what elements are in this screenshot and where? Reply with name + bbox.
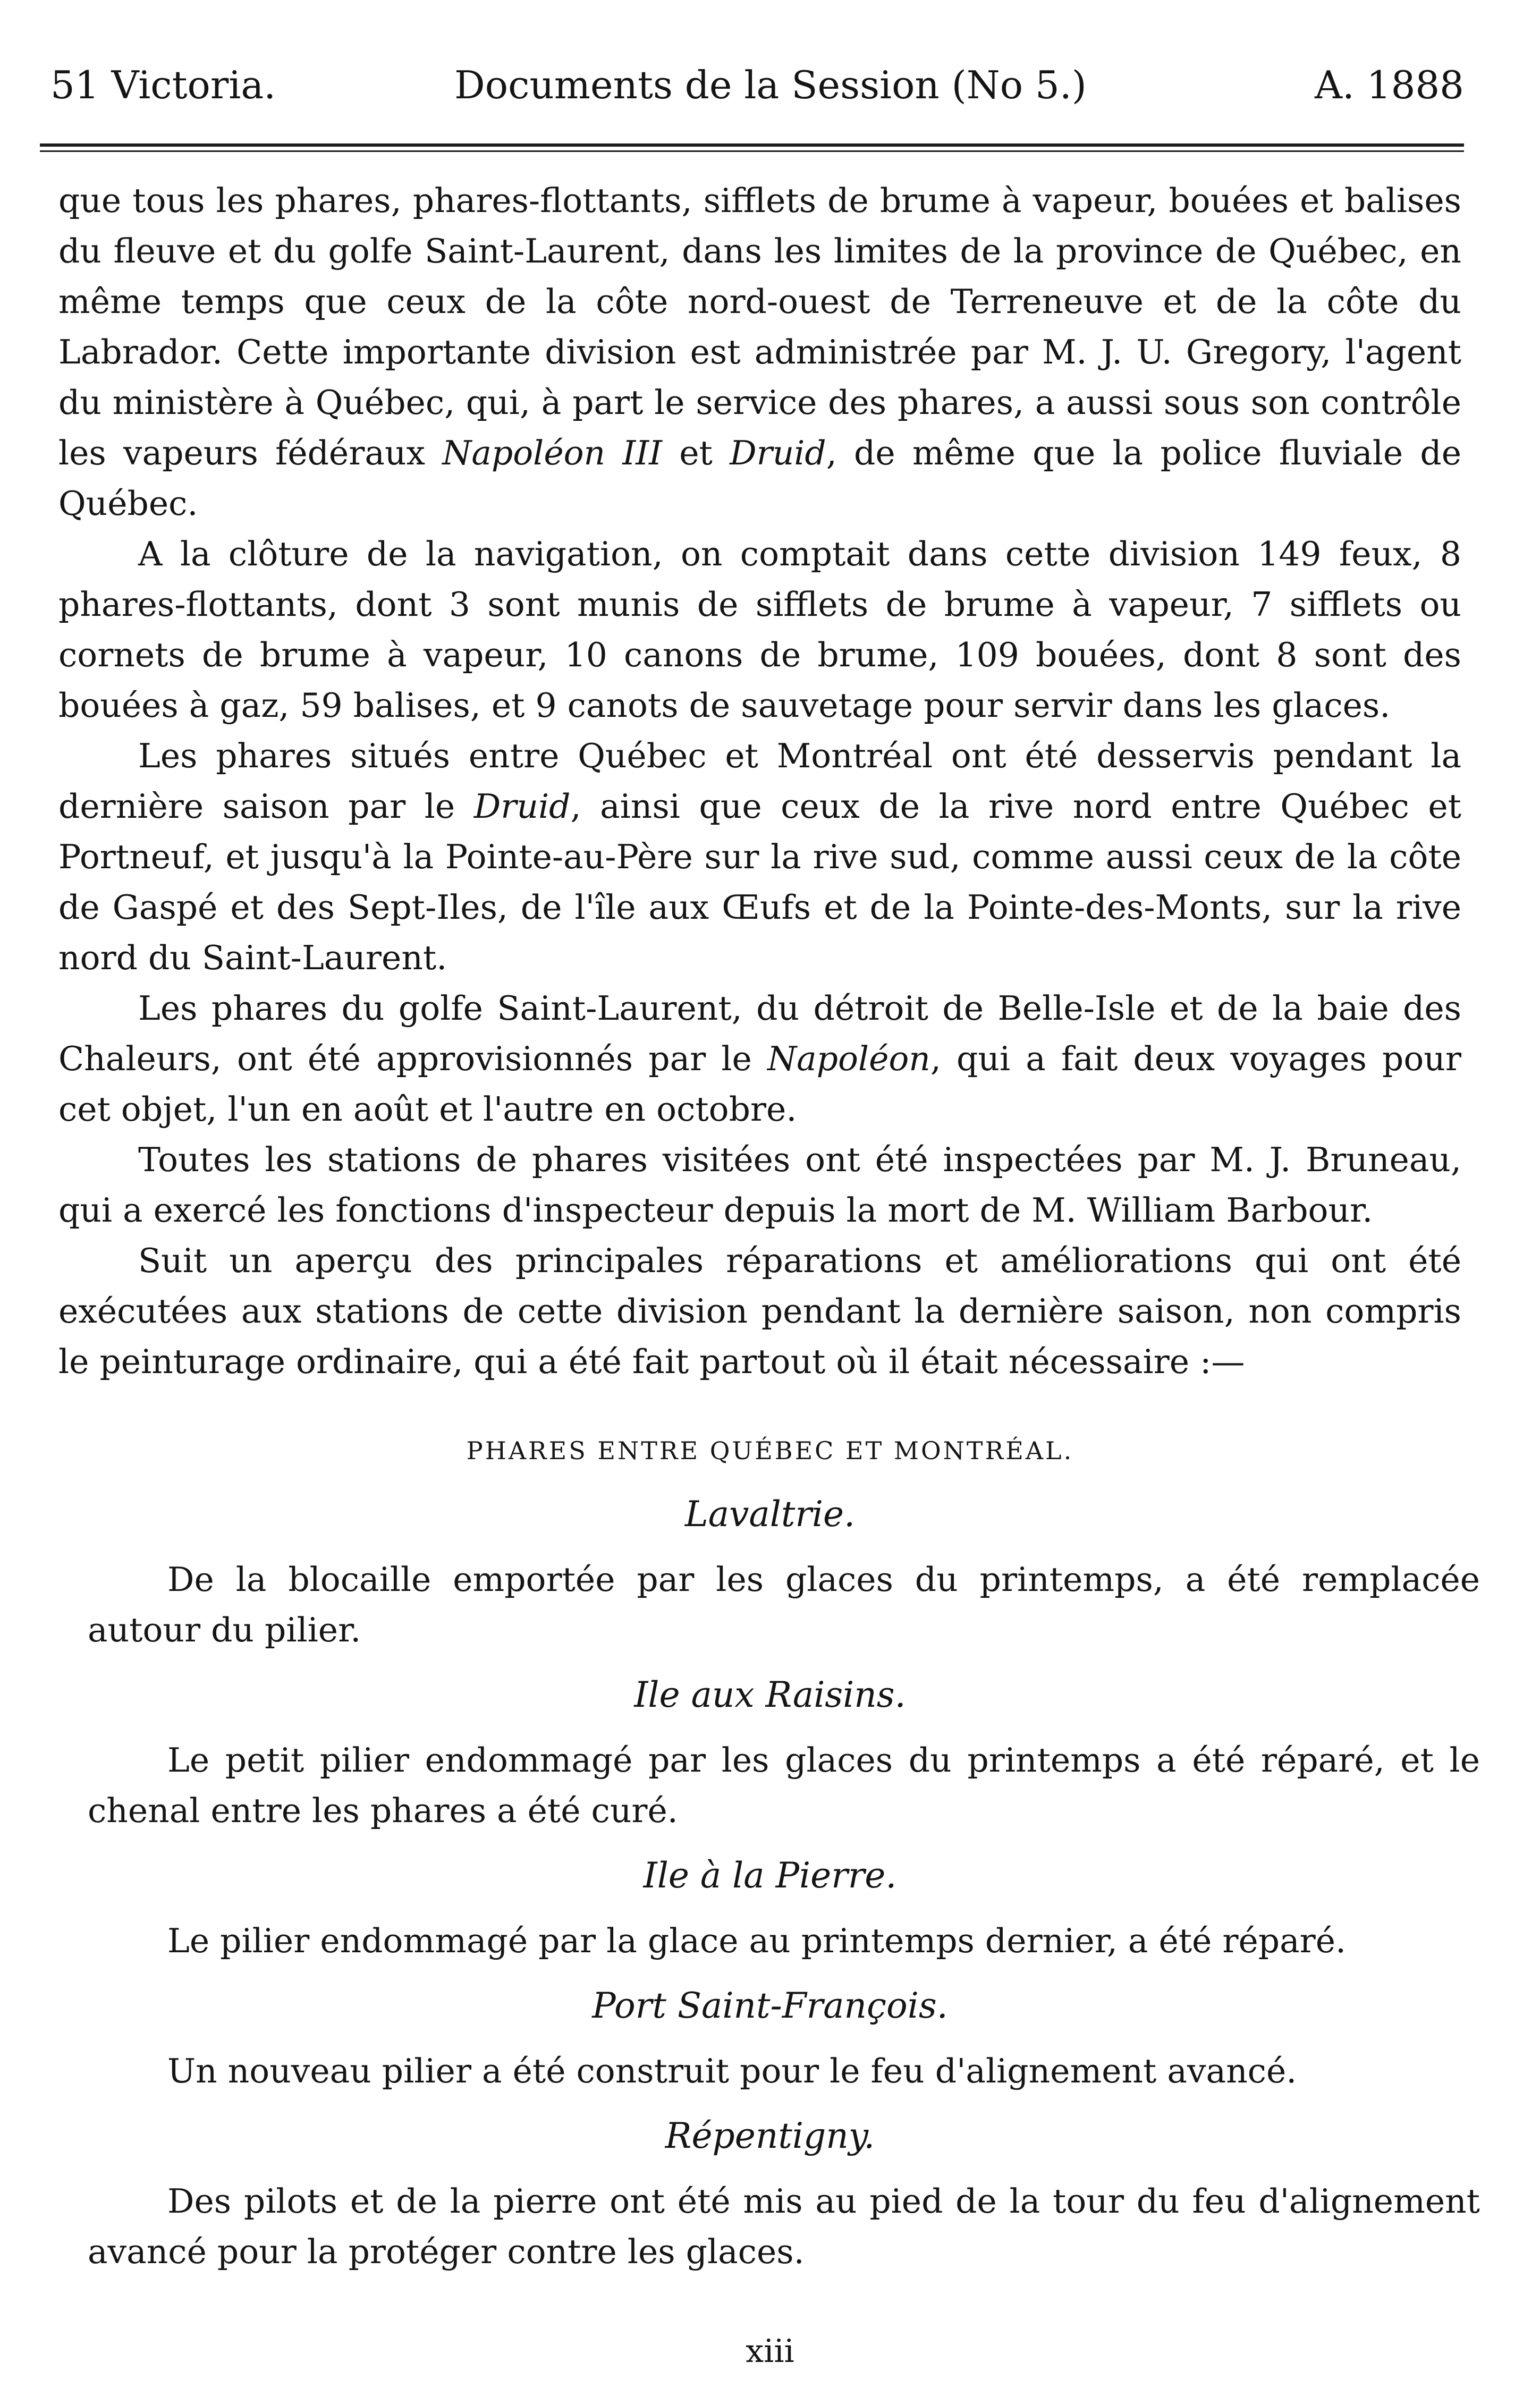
paragraph (58, 175, 1461, 529)
entry-text: Un nouveau pilier a été construit pour le feu d'alignement avancé. (167, 2052, 1297, 2090)
text-segment: , ainsi que ceux de la rive nord entre Québec et Portneuf, et jusqu'à la Pointe-au-Père sur la rive sud, comme aussi ceux de la côte de Gaspé et des Sept-Iles, de l'île aux Œufs et de la Pointe-des-Monts, sur la rive nord du Saint-Laurent. (58, 787, 1461, 977)
body-text (58, 175, 1461, 1387)
text-segment: Toutes les stations de phares visitées ont été inspectées par M. J. Bruneau, qui a exercé les fonctions d'inspecteur depuis la mort de M. William Barbour. (58, 1140, 1461, 1230)
entry-text: Des pilots et de la pierre ont été mis au pied de la tour du feu d'alignement avancé pour la protéger contre les glaces. (88, 2182, 1480, 2271)
section-entries (0, 1488, 1540, 2277)
text-segment: et (662, 434, 730, 472)
paragraph (58, 529, 1461, 731)
paragraph (58, 731, 1461, 983)
entry-title: Ile aux Raisins. (634, 1674, 906, 1715)
text-segment: que tous les phares, phares-flottants, sifflets de brume à vapeur, bouées et balises du fleuve et du golfe Saint-Laurent, dans les limites de la province de Québec, en même temps que ceux de la côte nord-ouest de Terreneuve et de la côte du Labrador. Cette importante division est administrée par M. J. U. Gregory, l'agent du ministère à Québec, qui, à part le service des phares, a aussi sous son contrôle les vapeurs fédéraux (58, 181, 1461, 472)
entry-title: Ile à la Pierre. (643, 1855, 897, 1896)
header-year: A. 1888 (1314, 63, 1464, 107)
italic-name: Druid (473, 787, 571, 826)
text-segment: , de même que la police fluviale de Québec. (58, 434, 1461, 523)
italic-name: Druid (730, 434, 826, 472)
header-rule-thin (40, 150, 1464, 152)
paragraph (58, 1235, 1461, 1387)
header-title: Documents de la Session (No 5.) (454, 63, 1087, 107)
text-segment: A la clôture de la navigation, on comptait dans cette division 149 feux, 8 phares-flottants, dont 3 sont munis de sifflets de brume à vapeur, 7 sifflets ou cornets de brume à vapeur, 10 canons de brume, 109 bouées, dont 8 sont des bouées à gaz, 59 balises, et 9 canots de sauvetage pour servir dans les glaces. (58, 535, 1461, 725)
page-number: xiii (746, 2333, 794, 2370)
section-heading: PHARES ENTRE QUÉBEC ET MONTRÉAL. (466, 1436, 1074, 1465)
entry-title: Répentigny. (665, 2115, 875, 2156)
text-segment: Les phares situés entre Québec et Montréal ont été desservis pendant la dernière saison par le (58, 736, 1461, 826)
entry-text: De la blocaille emportée par les glaces du printemps, a été remplacée autour du pilier. (88, 1560, 1480, 1649)
section-phares-quebec-montreal (0, 1424, 1540, 2277)
italic-name: Napoléon III (442, 434, 662, 472)
paragraph (58, 983, 1461, 1134)
paragraph (58, 1134, 1461, 1235)
entry-title: Lavaltrie. (684, 1494, 856, 1535)
entry-text: Le pilier endommagé par la glace au printemps dernier, a été réparé. (167, 1921, 1347, 1960)
entry-text: Le petit pilier endommagé par les glaces du printemps a été réparé, et le chenal entre les phares a été curé. (88, 1741, 1480, 1830)
text-segment: , qui a fait deux voyages pour cet objet, l'un en août et l'autre en octobre. (58, 1039, 1461, 1129)
entry-title: Port Saint-François. (592, 1985, 948, 2026)
running-header (50, 56, 1464, 114)
italic-name: Napoléon (767, 1039, 930, 1078)
text-segment: Les phares du golfe Saint-Laurent, du détroit de Belle-Isle et de la baie des Chaleurs, ont été approvisionnés par le (58, 989, 1461, 1078)
text-segment: Suit un aperçu des principales réparations et améliorations qui ont été exécutées aux stations de cette division pendant la dernière saison, non compris le peinturage ordinaire, qui a été fait partout où il était nécessaire :— (58, 1241, 1461, 1381)
header-volume: 51 Victoria. (50, 63, 276, 107)
header-rule-thick (40, 143, 1464, 147)
